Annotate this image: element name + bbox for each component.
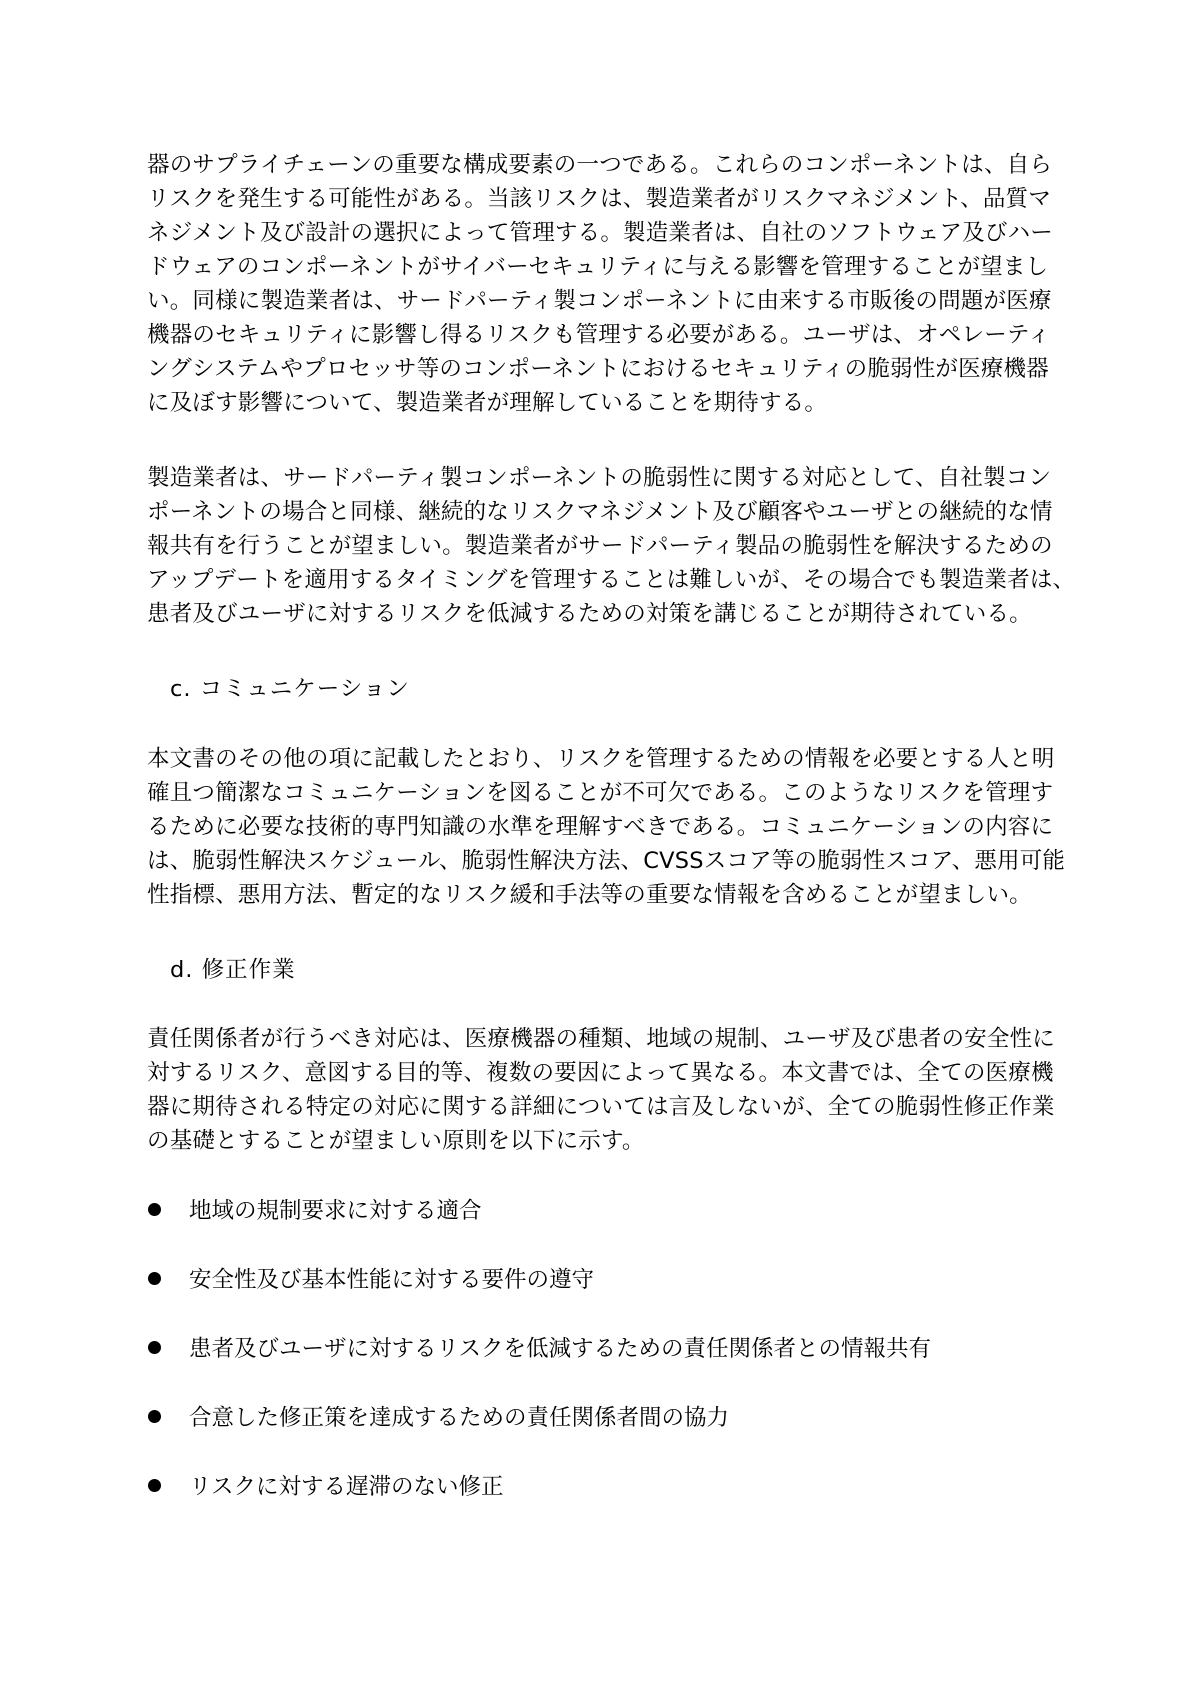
paragraph-line: 対するリスク、意図する目的等、複数の要因によって異なる。本文書では、全ての医療機 xyxy=(147,1060,1054,1086)
section-heading-remediation: d. 修正作業 xyxy=(170,957,296,983)
paragraph-line: 機器のセキュリティに影響し得るリスクも管理する必要がある。ユーザは、オペレーティ xyxy=(147,322,1051,348)
paragraph-line: ングシステムやプロセッサ等のコンポーネントにおけるセキュリティの脆弱性が医療機器 xyxy=(147,356,1049,382)
paragraph-line: アップデートを適用するタイミングを管理することは難しいが、その場合でも製造業者は、 xyxy=(147,567,1076,593)
list-item-text: 安全性及び基本性能に対する要件の遵守 xyxy=(189,1267,595,1293)
bullet-icon xyxy=(148,1341,161,1354)
paragraph-line: 患者及びユーザに対するリスクを低減するための対策を講じることが期待されている。 xyxy=(147,601,1032,627)
paragraph-line: ネジメント及び設計の選択によって管理する。製造業者は、自社のソフトウェア及びハー xyxy=(147,220,1053,246)
list-item xyxy=(148,1194,482,1228)
list-item xyxy=(148,1263,594,1297)
paragraph-line: るために必要な技術的専門知識の水準を理解すべきである。コミュニケーションの内容に xyxy=(147,814,1054,840)
paragraph-line: の基礎とすることが望ましい原則を以下に示す。 xyxy=(147,1128,645,1154)
paragraph-line: リスクを発生する可能性がある。当該リスクは、製造業者がリスクマネジメント、品質マ xyxy=(147,186,1051,212)
bullet-icon xyxy=(148,1272,161,1285)
paragraph-line: に及ぼす影響について、製造業者が理解していることを期待する。 xyxy=(147,390,828,416)
list-item-text: 患者及びユーザに対するリスクを低減するための責任関係者との情報共有 xyxy=(189,1336,932,1362)
list-item xyxy=(148,1332,931,1366)
paragraph-line: 器のサプライチェーンの重要な構成要素の一つである。これらのコンポーネントは、自ら xyxy=(147,152,1053,178)
list-item xyxy=(148,1401,729,1435)
bullet-icon xyxy=(148,1479,161,1492)
list-item-text: 合意した修正策を達成するための責任関係者間の協力 xyxy=(189,1405,730,1431)
list-item xyxy=(148,1470,504,1504)
paragraph-line: ドウェアのコンポーネントがサイバーセキュリティに与える影響を管理することが望まし xyxy=(147,254,1049,280)
paragraph-line: 器に期待される特定の対応に関する詳細については言及しないが、全ての脆弱性修正作業 xyxy=(147,1094,1055,1120)
paragraph-line: は、脆弱性解決スケジュール、脆弱性解決方法、CVSSスコア等の脆弱性スコア、悪用可能 xyxy=(147,848,1066,874)
paragraph-line: ポーネントの場合と同様、継続的なリスクマネジメント及び顧客やユーザとの継続的な情 xyxy=(147,499,1053,525)
list-item-text: 地域の規制要求に対する適合 xyxy=(189,1198,482,1224)
paragraph-line: い。同様に製造業者は、サードパーティ製コンポーネントに由来する市販後の問題が医療 xyxy=(147,288,1052,314)
paragraph-line: 報共有を行うことが望ましい。製造業者がサードパーティ製品の脆弱性を解決するための xyxy=(147,533,1053,559)
paragraph-line: 責任関係者が行うべき対応は、医療機器の種類、地域の規制、ユーザ及び患者の安全性に xyxy=(147,1026,1056,1052)
bullet-icon xyxy=(148,1410,161,1423)
list-item-text: リスクに対する遅滞のない修正 xyxy=(189,1474,504,1500)
bullet-icon xyxy=(148,1203,161,1216)
paragraph-line: 確且つ簡潔なコミュニケーションを図ることが不可欠である。このようなリスクを管理す xyxy=(147,780,1054,806)
section-heading-communication: c. コミュニケーション xyxy=(170,676,410,702)
paragraph-line: 製造業者は、サードパーティ製コンポーネントの脆弱性に関する対応として、自社製コン xyxy=(147,465,1052,491)
paragraph-line: 本文書のその他の項に記載したとおり、リスクを管理するための情報を必要とする人と明 xyxy=(147,746,1055,772)
paragraph-line: 性指標、悪用方法、暫定的なリスク緩和手法等の重要な情報を含めることが望ましい。 xyxy=(147,882,1032,908)
